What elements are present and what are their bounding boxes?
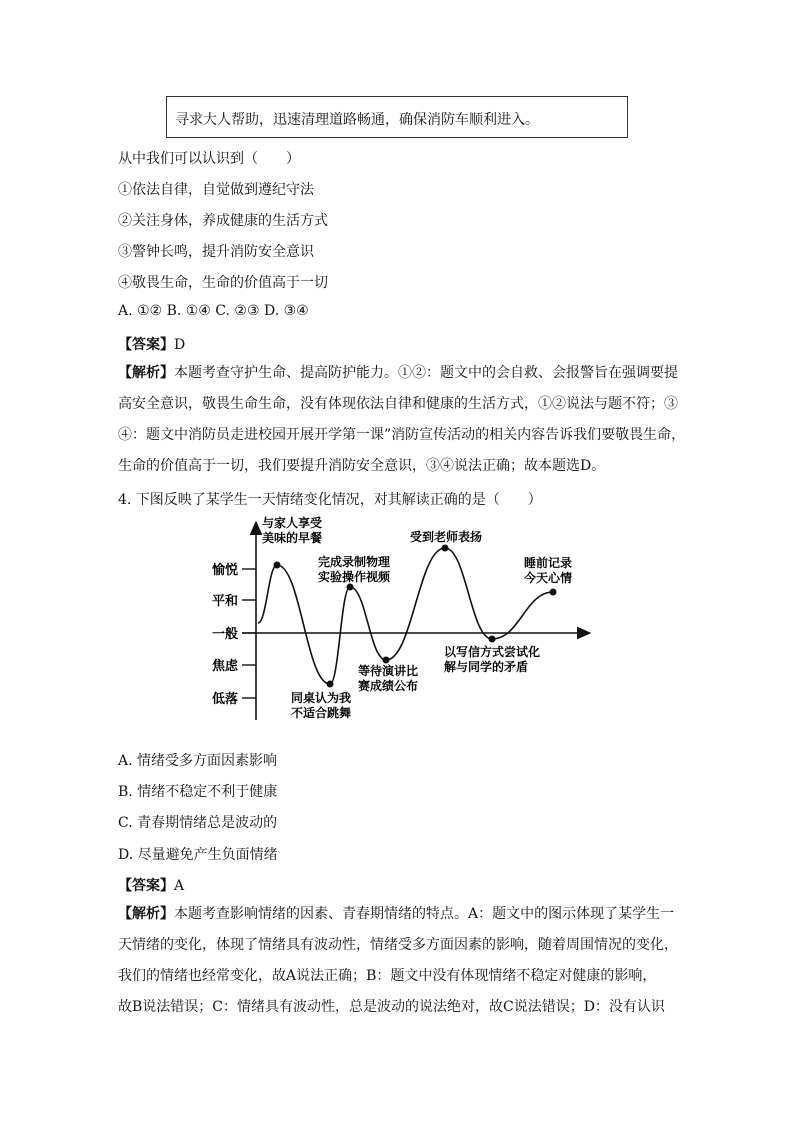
analysis-label: 【解析】 bbox=[118, 906, 174, 922]
statement-1: ①依法自律，自觉做到遵纪守法 bbox=[118, 182, 314, 198]
option-a: A. 情绪受多方面因素影响 bbox=[118, 753, 278, 769]
event-label: 与家人享受美味的早餐 bbox=[262, 516, 323, 545]
event-label: 同桌认为我不适合跳舞 bbox=[291, 691, 352, 720]
event-labels bbox=[262, 515, 572, 720]
question-4-stem: 4. 下图反映了某学生一天情绪变化情况，对其解读正确的是（ ） bbox=[118, 492, 542, 508]
analysis-line: 【解析】本题考查影响情绪的因素、青春期情绪的特点。A：题文中的图示体现了某学生一 bbox=[118, 906, 675, 922]
question-3-answer bbox=[118, 334, 185, 354]
event-label: 完成录制物理实验操作视频 bbox=[318, 555, 391, 584]
event-label: 以写信方式尝试化解与同学的矛盾 bbox=[444, 645, 541, 674]
event-label: 受到老师表扬 bbox=[410, 530, 483, 544]
question-4-analysis bbox=[118, 899, 678, 1023]
event-label: 睡前记录今天心情 bbox=[523, 556, 573, 585]
answer-label: 【答案】 bbox=[118, 337, 174, 353]
y-level-label: 愉悦 bbox=[211, 563, 238, 578]
question-3-stem: 从中我们可以认识到（ ） bbox=[118, 151, 300, 167]
event-point bbox=[327, 681, 334, 688]
answer-value: D bbox=[174, 337, 186, 353]
answer-label: 【答案】 bbox=[118, 878, 174, 894]
y-level-label: 低落 bbox=[211, 692, 238, 707]
analysis-line: 生命的价值高于一切，我们要提升消防安全意识，③④说法正确；故本题选D。 bbox=[118, 458, 606, 474]
y-level-label: 一般 bbox=[211, 627, 238, 642]
question-3-options: A. ①② B. ①④ C. ②③ D. ③④ bbox=[118, 303, 309, 319]
statement-2: ②关注身体，养成健康的生活方式 bbox=[118, 213, 328, 229]
statement-4: ④敬畏生命，生命的价值高于一切 bbox=[118, 275, 328, 291]
question-4-answer bbox=[118, 875, 184, 895]
option-d: D. 尽量避免产生负面情绪 bbox=[118, 847, 278, 863]
y-level-labels bbox=[211, 562, 256, 707]
analysis-line: 天情绪的变化，体现了情绪具有波动性，情绪受多方面因素的影响，随着周围情况的变化， bbox=[118, 937, 678, 953]
option-c: C. 青春期情绪总是波动的 bbox=[118, 815, 278, 831]
option-b: B. 情绪不稳定不利于健康 bbox=[118, 784, 278, 800]
event-point bbox=[489, 636, 496, 643]
event-point bbox=[383, 657, 390, 664]
event-label: 等待演讲比赛成绩公布 bbox=[358, 664, 419, 693]
analysis-line: 故B说法错误；C：情绪具有波动性，总是波动的说法绝对，故C说法错误；D：没有认识 bbox=[118, 999, 665, 1015]
y-level-label: 平和 bbox=[211, 594, 238, 609]
statement-3: ③警钟长鸣，提升消防安全意识 bbox=[118, 244, 314, 260]
analysis-line: ④：题文中消防员走进校园开展开学第一课”消防宣传活动的相关内容告诉我们要敬畏生命， bbox=[118, 427, 686, 443]
y-level-label: 焦虑 bbox=[211, 659, 238, 674]
question-3-analysis bbox=[118, 358, 686, 482]
event-point bbox=[274, 562, 281, 569]
event-point bbox=[347, 584, 354, 591]
emotion-chart bbox=[0, 515, 794, 735]
event-point bbox=[550, 589, 557, 596]
analysis-line: 我们的情绪也经常变化，故A说法正确；B：题文中没有体现情绪不稳定对健康的影响， bbox=[118, 968, 657, 984]
quoted-text: 寻求大人帮助，迅速清理道路畅通，确保消防车顺利进入。 bbox=[175, 112, 539, 128]
analysis-label: 【解析】 bbox=[118, 365, 174, 381]
analysis-line: 高安全意识，敬畏生命生命，没有体现依法自律和健康的生活方式，①②说法与题不符；③ bbox=[118, 396, 678, 412]
event-point bbox=[442, 545, 449, 552]
quoted-text-box bbox=[166, 96, 628, 138]
analysis-line: 【解析】本题考查守护生命、提高防护能力。①②：题文中的会自救、会报警旨在强调要提 bbox=[118, 365, 678, 381]
answer-value: A bbox=[174, 878, 185, 894]
